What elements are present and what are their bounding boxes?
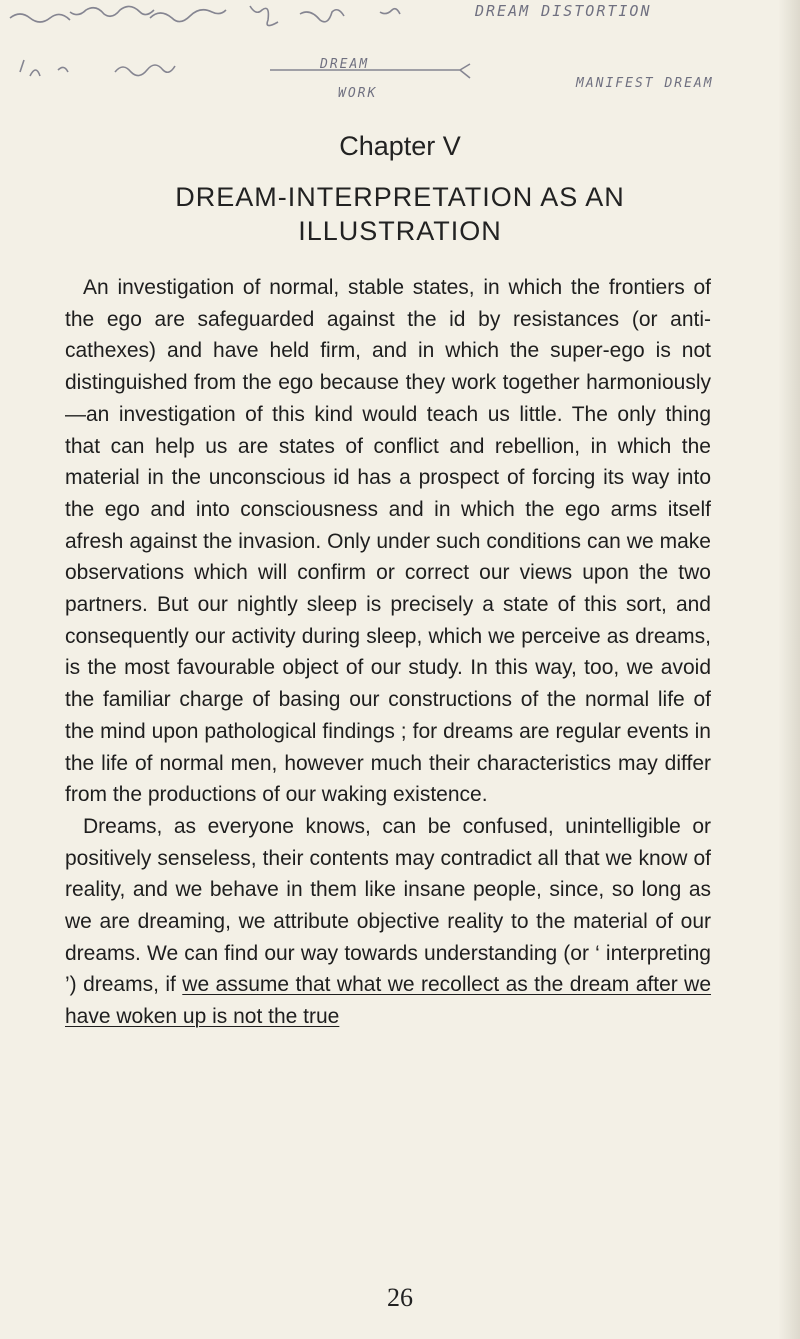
- annotation-manifest-dream: MANIFEST DREAM: [576, 76, 714, 91]
- annotation-dream: DREAM: [320, 57, 370, 72]
- paragraph-1: An investigation of normal, stable states, in which the frontiers of the ego are safeguarded against the id by resistances (or anti-cathexes) and have held firm, and in which the super-ego is not distinguished from the ego because they work together harmoniously—an investigation of this kind would teach us little. The only thing that can help us are states of conflict and rebellion, in which the material in the unconscious id has a prospect of forcing its way into the ego and into consciousness and in which the ego arms itself afresh against the invasion. Only under such conditions can we make observations which will confirm or correct our views upon the two partners. But our nightly sleep is precisely a state of this sort, and consequently our activity during sleep, which we perceive as dreams, is the most favourable object of our study. In this way, too, we avoid the familiar charge of basing our constructions of the normal life of the mind upon pathological findings ; for dreams are regular events in the life of normal men, however much their characteristics may differ from the productions of our waking existence.: [65, 276, 711, 807]
- annotation-work: WORK: [338, 86, 378, 101]
- page-number: 26: [387, 1283, 413, 1312]
- underlined-passage: we assume that what we recollect as the dream after we have woken up is not the true: [65, 973, 711, 1029]
- paragraph-2: [65, 811, 711, 1033]
- chapter-subtitle-line-2: ILLUSTRATION: [298, 216, 502, 246]
- annotation-dream-distortion: DREAM DISTORTION: [475, 2, 652, 20]
- paragraph-2-text: Dreams, as everyone knows, can be confused, unintelligible or positively senseless, their contents may contradict all that we know of reality, and we behave in them like insane people, since, so long as we are dreaming, we attribute objective reality to the material of our dreams. We can find our way towards understanding (or ‘ interpreting ’) dreams, if: [65, 814, 711, 997]
- handwritten-annotations: [0, 0, 800, 130]
- chapter-subtitle: [0, 180, 800, 248]
- body-text: [65, 272, 711, 1033]
- handwriting-scribbles: [0, 0, 800, 130]
- chapter-subtitle-line-1: DREAM-INTERPRETATION AS AN: [175, 182, 625, 212]
- chapter-title: Chapter V: [339, 131, 461, 161]
